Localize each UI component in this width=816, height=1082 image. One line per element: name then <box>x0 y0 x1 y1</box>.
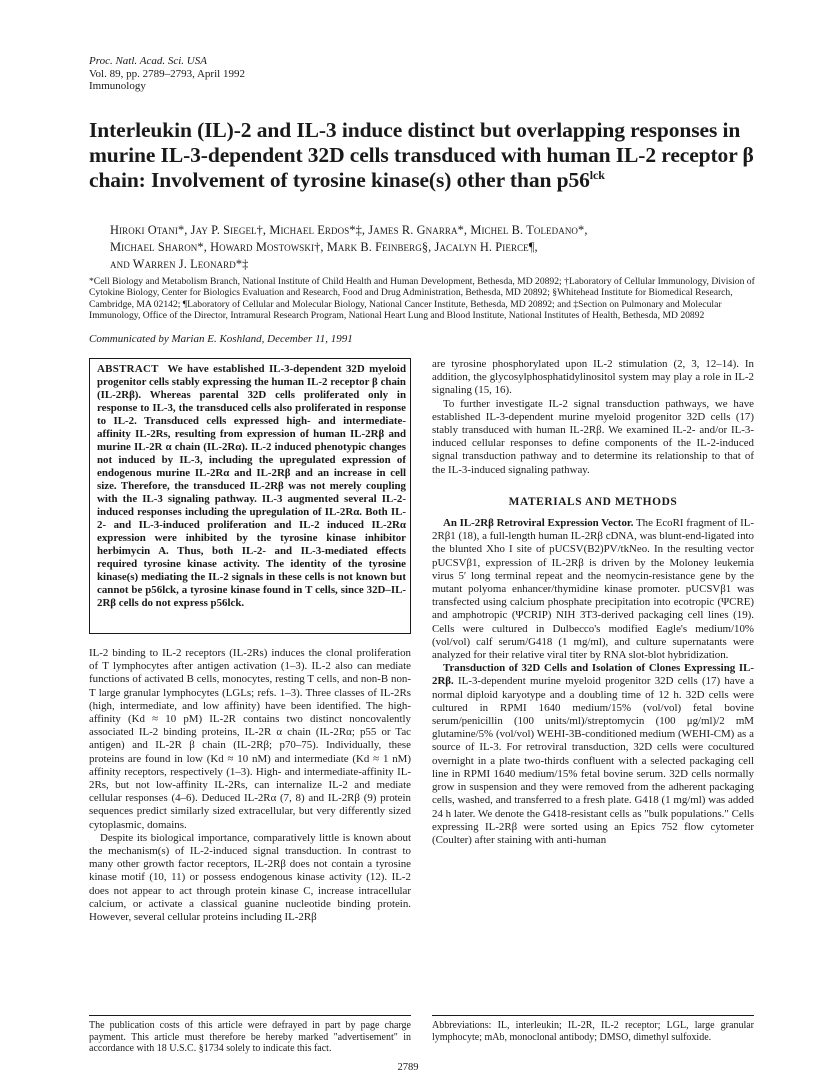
runin-heading: Transduction of 32D Cells and Isolation of Clones Expressing IL-2Rβ. <box>432 662 754 688</box>
article-title-superscript: lck <box>589 167 605 182</box>
runin-heading: An IL-2Rβ Retroviral Expression Vector. <box>443 517 634 530</box>
body-paragraph: Despite its biological importance, comparatively little is known about the mechanism(s) of IL-2-induced signal transduction. In contrast to many other growth factor receptors, IL-2Rβ does not contain a tyrosine kinase motif (10, 11) or possess endogenous kinase activity (12). IL-2 does not appear to act through protein kinase C, increase intracellular calcium, or activate a classical guanine nucleotide binding protein. However, several cellular proteins including IL-2Rβ <box>89 831 411 924</box>
footnote-rule <box>89 1015 411 1016</box>
paragraph-text: The EcoRI fragment of IL-2Rβ1 (18), a full-length human IL-2Rβ cDNA, was blunt-end-ligated into the blunted Xho I site of pUCSV(B2)PV/tkNeo. In the resulting vector pUCSVβ1, expression of IL-2Rβ is driven by the Moloney leukemia virus 5′ long terminal repeat and the neomycin-resistance gene by the mutant polyoma enhancer/thymidine kinase promoter. pUCSVβ1 was transfected using calcium phosphate precipitation into ecotropic (ΨCRE) and amphotropic (ΨCRIP) NIH 3T3-derived packaging cell lines (19). Cells were cultured in Dulbecco's modified Eagle's medium/10% (vol/vol) calf serum/G418 (1 mg/ml), and culture supernatants were analyzed for their relative viral titer by RNA slot-blot hybridization. <box>432 517 754 662</box>
footnote-publication-costs: The publication costs of this article were defrayed in part by page charge payment. This article must therefore be hereby marked "advertisement" in accordance with 18 U.S.C. §1734 solely to indicate this fact. <box>89 1020 411 1055</box>
communicated-by: Communicated by Marian E. Koshland, December 11, 1991 <box>89 333 353 345</box>
right-column-body <box>432 358 754 847</box>
body-paragraph: To further investigate IL-2 signal transduction pathways, we have established IL-3-dependent murine myeloid progenitor 32D cells (17) stably transduced with human IL-2Rβ. We examined IL-2- and/or IL-3-induced cellular responses to define components of the IL-2-induced signal transduction pathway and to determine its relationship to that of the IL-3-induced signaling pathway. <box>432 397 754 476</box>
body-paragraph: are tyrosine phosphorylated upon IL-2 stimulation (2, 3, 12–14). In addition, the glycosylphosphatidylinositol system may play a role in IL-2 signaling (15, 16). <box>432 358 754 397</box>
affiliations: *Cell Biology and Metabolism Branch, National Institute of Child Health and Human Development, Bethesda, MD 20892; †Laboratory of Cellular Immunology, Division of Cytokine Biology, Center for Biologics Evaluation and Research, Food and Drug Administration, Bethesda, MD 20892; §Whitehead Institute for Biomedical Research, Cambridge, MA 02142; ¶Laboratory of Cellular and Molecular Biology, National Cancer Institute, Bethesda, MD 20892; and ‡Section on Pulmonary and Molecular Immunology, Office of the Director, Intramural Research Program, National Heart Lung and Blood Institute, National Institutes of Health, Bethesda, MD 20892 <box>89 276 755 321</box>
abstract-text: We have established IL-3-dependent 32D myeloid progenitor cells stably expressing the human IL-2 receptor β chain (IL-2Rβ). Whereas parental 32D cells proliferated only in response to IL-3, the transduced cells also proliferated in response to IL-2. Transduced cells expressed high- and intermediate-affinity IL-2Rs, resulting from expression of human IL-2Rβ and murine IL-2R α chain (IL-2Rα). IL-2 induced phenotypic changes not induced by IL-3, including the upregulated expression of endogenous murine IL-2Rα and IL-2Rβ and an increase in cell size. Therefore, the transduced IL-2Rβ was not merely coupling with the IL-3 signaling pathway. IL-3 augmented several IL-2-induced responses including the upregulation of IL-2Rα. Both IL-2- and IL-3-induced proliferation and IL-2 induced IL-2Rα expression were inhibited by the tyrosine kinase inhibitor herbimycin A. Thus, both IL-2- and IL-3-mediated effects required tyrosine kinase activity. The identity of the tyrosine kinase(s) mediating the IL-2 signals in these cells is not known but cannot be p56lck, a tyrosine kinase found in T cells, since 32D–IL-2Rβ cells do not express p56lck. <box>97 363 406 609</box>
author-line: Hiroki Otani*, Jay P. Siegel†, Michael Erdos*‡, James R. Gnarra*, Michel B. Toledano*, <box>110 223 588 237</box>
paragraph-text: IL-3-dependent murine myeloid progenitor 32D cells (17) have a normal diploid karyotype and a doubling time of 12 h. 32D cells were cultured in RPMI 1640 medium/15% (vol/vol) fetal bovine serum/penicillin (100 units/ml)/streptomycin (100 μg/ml)/2 mM glutamine/5% (vol/vol) WEHI-3B-conditioned medium (WEHI-CM) as a source of IL-3. For retroviral transduction, 32D cells were cocultured overnight in a plate two-thirds confluent with a selected packaging cell line in RPMI 1640 medium/15% fetal bovine serum. 32D cells normally grow in suspension and they were removed from the adherent packaging cells, washed, and transferred to a fresh plate. G418 (1 mg/ml) was added 24 h later. We denote the G418-resistant cells as "bulk populations." Cells expressing IL-2Rβ were sorted using an Epics 752 flow cytometer (Coulter) after staining with anti-human <box>432 675 754 846</box>
author-line: and Warren J. Leonard*‡ <box>110 257 249 271</box>
footnote-rule <box>432 1015 754 1016</box>
author-line: Michael Sharon*, Howard Mostowski†, Mark B. Feinberg§, Jacalyn H. Pierce¶, <box>110 240 538 254</box>
footnote-abbreviations: Abbreviations: IL, interleukin; IL-2R, IL-2 receptor; LGL, large granular lymphocyte; mAb, monoclonal antibody; DMSO, dimethyl sulfoxide. <box>432 1020 754 1043</box>
article-title-text: Interleukin (IL)-2 and IL-3 induce distinct but overlapping responses in murine IL-3-dependent 32D cells transduced with human IL-2 receptor β chain: Involvement of tyrosine kinase(s) other than p56 <box>89 118 754 192</box>
left-column-body <box>89 647 411 924</box>
body-paragraph <box>432 662 754 847</box>
body-paragraph: IL-2 binding to IL-2 receptors (IL-2Rs) induces the clonal proliferation of T lymphocytes after antigen activation (1–3). IL-2 also can mediate functions of activated B cells, monocytes, resting T cells, and non-B non-T large granular lymphocytes (LGLs; refs. 1–3). Three classes of IL-2Rs (high, intermediate, and low affinity) have been identified. The high-affinity (Kd ≈ 10 pM) IL-2R contains two distinct noncovalently associated IL-2 binding proteins, IL-2R α chain (IL-2Rα; p55 or Tac antigen) and IL-2R β chain (IL-2Rβ; p70–75). Individually, these proteins are found in low (Kd ≈ 10 nM) and intermediate (Kd ≈ 1 nM) affinity receptors, respectively (1–3). High- and intermediate-affinity IL-2Rs, but not low-affinity IL-2Rs, can internalize IL-2 and mediate cellular responses (4–6). Deduced IL-2Rα (7, 8) and IL-2Rβ (9) protein sequences predict similarly sized extracellular, but very differently sized cytoplasmic, domains. <box>89 647 411 831</box>
body-paragraph <box>432 517 754 662</box>
abstract-box <box>89 358 411 634</box>
author-list <box>110 222 770 273</box>
journal-header <box>89 55 245 93</box>
section-heading: MATERIALS AND METHODS <box>508 495 678 508</box>
page-number: 2789 <box>397 1062 419 1073</box>
article-title <box>89 118 769 193</box>
journal-citation: Vol. 89, pp. 2789–2793, April 1992 <box>89 67 245 80</box>
journal-section: Immunology <box>89 80 146 92</box>
abstract-label: ABSTRACT <box>97 363 159 375</box>
journal-name: Proc. Natl. Acad. Sci. USA <box>89 55 207 67</box>
